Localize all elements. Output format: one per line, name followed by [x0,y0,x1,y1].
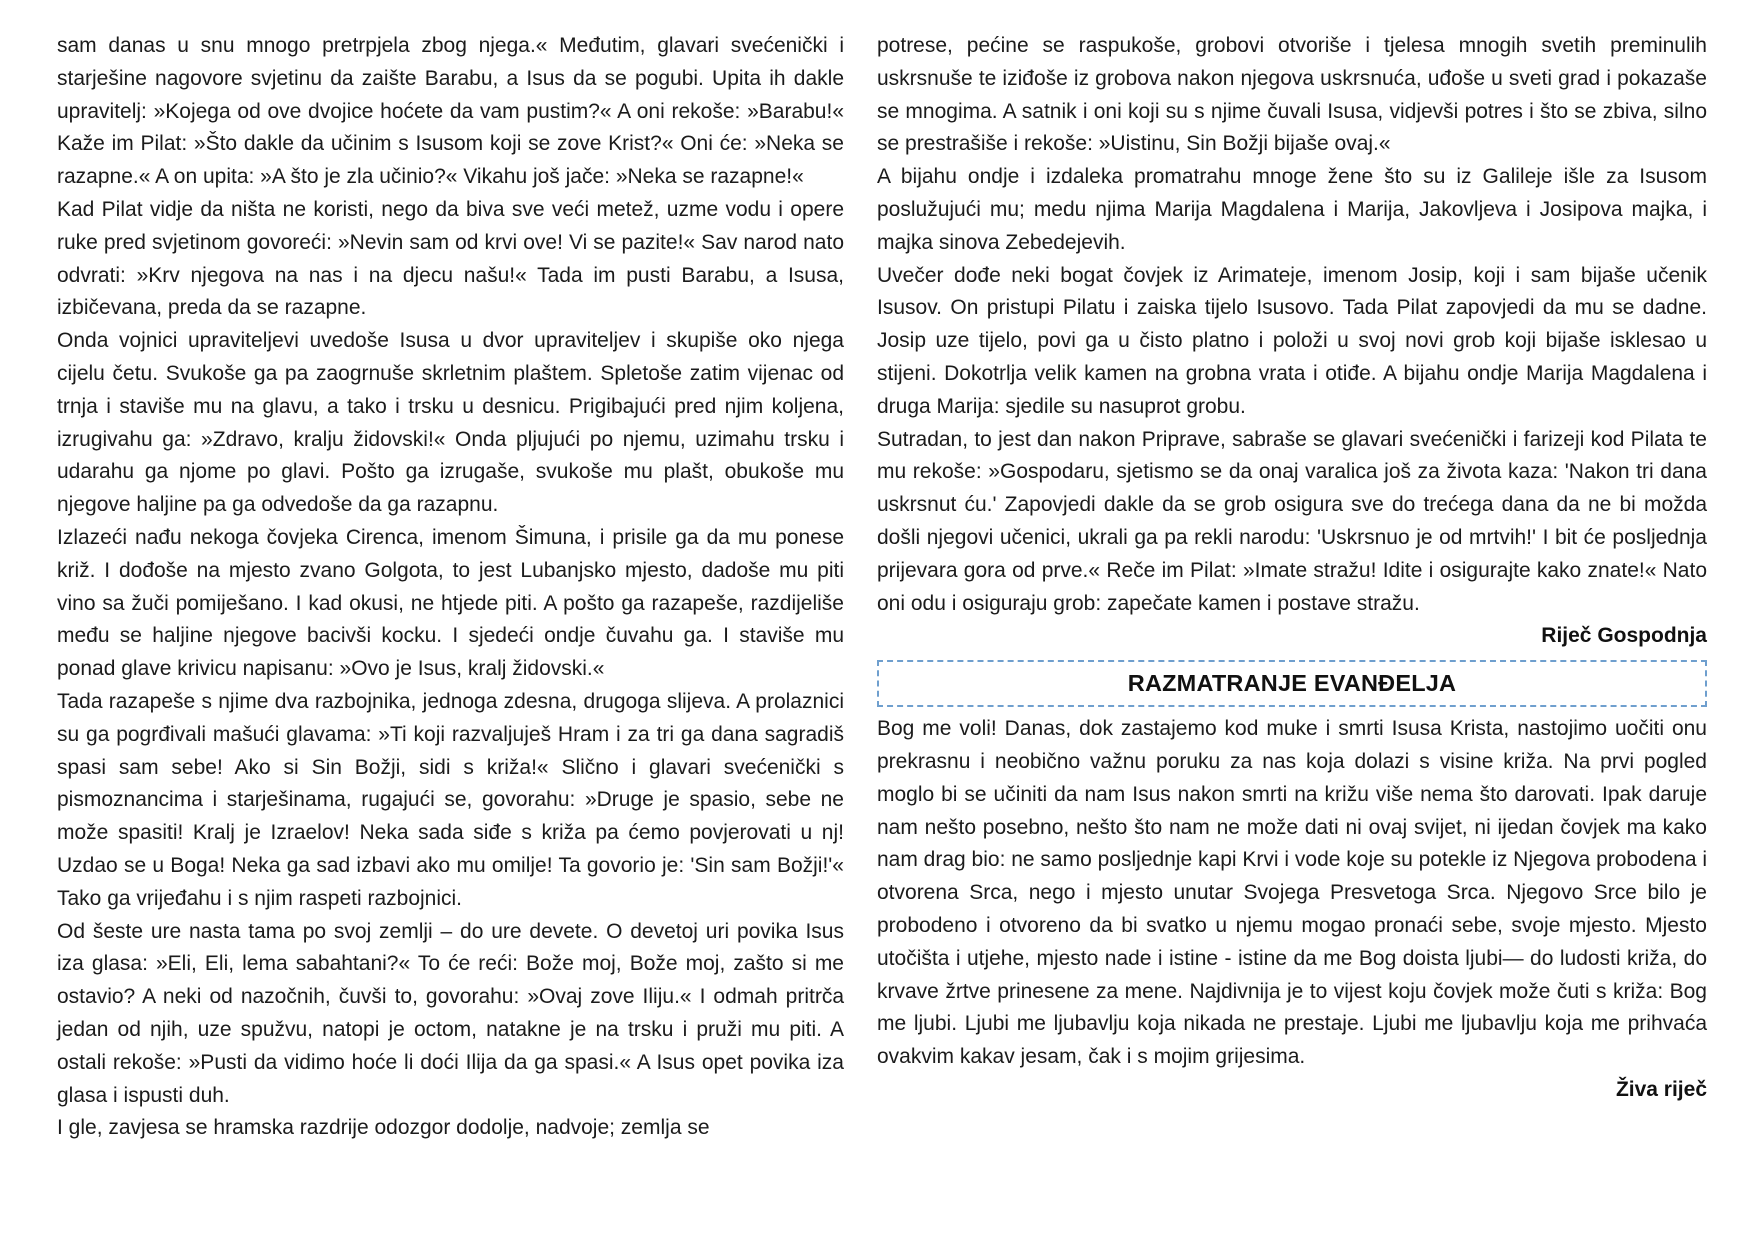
paragraph: Tada razapeše s njime dva razbojnika, jednoga zdesna, drugoga slijeva. A prolaznici su ga pogrđivali mašući glavama: »Ti koji razvaljuješ Hram i za tri ga dana sagradiš spasi sam sebe! Ako si Sin Božji, sidi s križa!« Slično i glavari svećenički s pismoznancima i starješinama, rugajući se, govorahu: »Druge je spasio, sebe ne može spasiti! Kralj je Izraelov! Neka sada siđe s križa pa ćemo povjerovati u nj! Uzdao se u Boga! Neka ga sad izbavi ako mu omilje! Ta govorio je: 'Sin sam Božji!'« Tako ga vrijeđahu i s njim raspeti razbojnici. [57,689,844,910]
paragraph: sam danas u snu mnogo pretrpjela zbog njega.« Međutim, glavari svećenički i starješine nagovore svjetinu da zaište Barabu, a Isus da se pogubi. Upita ih dakle upravitelj: »Kojega od ove dvojice hoćete da vam pustim?« A oni rekoše: »Barabu!« Kaže im Pilat: »Što dakle da učinim s Isusom koji se zove Krist?« Oni će: »Neka se razapne.« A on upita: »A što je zla učinio?« Vikahu još jače: »Neka se razapne!« [57,34,844,189]
paragraph: Onda vojnici upraviteljevi uvedoše Isusa u dvor upraviteljev i skupiše oko njega cijelu četu. Svukoše ga pa zaogrnuše skrletnim plaštem. Spletoše zatim vijenac od trnja i staviše mu na glavu, a tako i trsku u desnicu. Prigibajući pred njim koljena, izrugivahu ga: »Zdravo, kralju židovski!« Onda pljujući po njemu, uzimahu trsku i udarahu ga njome po glavi. Pošto ga izrugaše, svukoše mu plašt, obukoše mu njegove haljine pa ga odvedoše da ga razapnu. [57,329,844,517]
attribution-living-word: Živa riječ [1615,1077,1707,1101]
paragraph: Od šeste ure nasta tama po svoj zemlji – do ure devete. O devetoj uri povika Isus iza glasa: »Eli, Eli, lema sabahtani?« To će reći: Bože moj, Bože moj, zašto si me ostavio? A neki od nazočnih, čuvši to, govorahu: »Ovaj zove Iliju.« I odmah pritrča jedan od njih, uze spužvu, natopi je octom, natakne je na trsku i pruži mu piti. A ostali rekoše: »Pusti da vidimo hoće li doći Ilija da ga spasi.« A Isus opet povika iza glasa i ispusti duh. [57,919,844,1107]
paragraph: I gle, zavjesa se hramska razdrije odozgor dodolje, nadvoje; zemlja se [57,1116,710,1140]
paragraph: Sutradan, to jest dan nakon Priprave, sabraše se glavari svećenički i farizeji kod Pilata te mu rekoše: »Gospodaru, sjetismo se da onaj varalica još za života kaza: 'Nakon tri dana uskrsnut ću.' Zapovjedi dakle da se grob osigura sve do trećega dana da ne bi možda došli njegovi učenici, ukrali ga pa rekli narodu: 'Uskrsnuo je od mrtvih!' I bit će posljednja prijevara gora od prve.« Reče im Pilat: »Imate stražu! Idite i osigurajte kako znate!« Nato oni odu i osiguraju grob: zapečate kamen i postave stražu. [877,427,1707,615]
paragraph: Izlazeći nađu nekoga čovjeka Cirenca, imenom Šimuna, i prisile ga da mu ponese križ. I dođoše na mjesto zvano Golgota, to jest Lubanjsko mjesto, dadoše mu piti vino sa žuči pomiješano. I kad okusi, ne htjede piti. A pošto ga razapeše, razdijeliše među se haljine njegove bacivši kocku. I sjedeći ondje čuvahu ga. I staviše mu ponad glave krivicu napisanu: »Ovo je Isus, kralj židovski.« [57,525,844,681]
paragraph: Bog me voli! Danas, dok zastajemo kod muke i smrti Isusa Krista, nastojimo uočiti onu prekrasnu i neobično važnu poruku za nas koja dolazi s visine križa. Na prvi pogled moglo bi se učiniti da nam Isus nakon smrti na križu više nema što darovati. Ipak daruje nam nešto posebno, nešto što nam ne može dati ni ovaj svijet, ni ijedan čovjek ma kako nam drag bio: ne samo posljednje kapi Krvi i vode koje su potekle iz Njegova probodena i otvorena Srca, nego i mjesto unutar Svojega Presvetoga Srca. Njegovo Srce bilo je probodeno i otvoreno da bi svatko u njemu mogao pronaći sebe, svoje mjesto. Mjesto utočišta i utjehe, mjesto nade i istine - istine da me Bog doista ljubi— do ludosti križa, do krvave žrtve prinesene za mene. Najdivnija je to vijest koju čovjek može čuti s križa: Bog me ljubi. Ljubi me ljubavlju koja nikada ne prestaje. Ljubi me ljubavlju koja me prihvaća ovakvim kakav jesam, čak i s mojim grijesima. [877,717,1707,1069]
gospel-text-continued [877,30,1707,620]
paragraph: A bijahu ondje i izdaleka promatrahu mnoge žene što su iz Galileje išle za Isusom poslužujući mu; medu njima Marija Magdalena i Marija, Jakovljeva i Josipova majka, i majka sinova Zebedejevih. [877,165,1707,254]
attribution-word-of-the-lord: Riječ Gospodnja [1541,624,1707,648]
paragraph: potrese, pećine se raspukoše, grobovi otvoriše i tjelesa mnogih svetih preminulih uskrsnuše te iziđoše iz grobova nakon njegova uskrsnuća, uđoše u sveti grad i pokazaše se mnogima. A satnik i oni koji su s njime čuvali Isusa, vidjevši potres i što se zbiva, silno se prestrašiše i rekoše: »Uistinu, Sin Božji bijaše ovaj.« [877,34,1707,156]
gospel-reflection-box [877,660,1707,707]
paragraph: Kad Pilat vidje da ništa ne koristi, nego da biva sve veći metež, uzme vodu i opere ruke pred svjetinom govoreći: »Nevin sam od krvi ove! Vi se pazite!« Sav narod nato odvrati: »Krv njegova na nas i na djecu našu!« Tada im pusti Barabu, a Isusa, izbičevana, preda da se razapne. [57,197,844,320]
paragraph: Uvečer dođe neki bogat čovjek iz Arimateje, imenom Josip, koji i sam bijaše učenik Isusov. On pristupi Pilatu i zaiska tijelo Isusovo. Tada Pilat zapovjedi da mu se dadne. Josip uze tijelo, povi ga u čisto platno i položi u svoj novi grob koji bijaše isklesao u stijeni. Dokotrlja velik kamen na grobna vrata i otiđe. A bijahu ondje Marija Magdalena i druga Marija: sjedile su nasuprot grobu. [877,263,1707,418]
left-column [57,30,844,1145]
section-title: RAZMATRANJE EVANĐELJA [1127,670,1457,697]
reflection-text [877,713,1707,1074]
right-column [877,30,1707,1107]
